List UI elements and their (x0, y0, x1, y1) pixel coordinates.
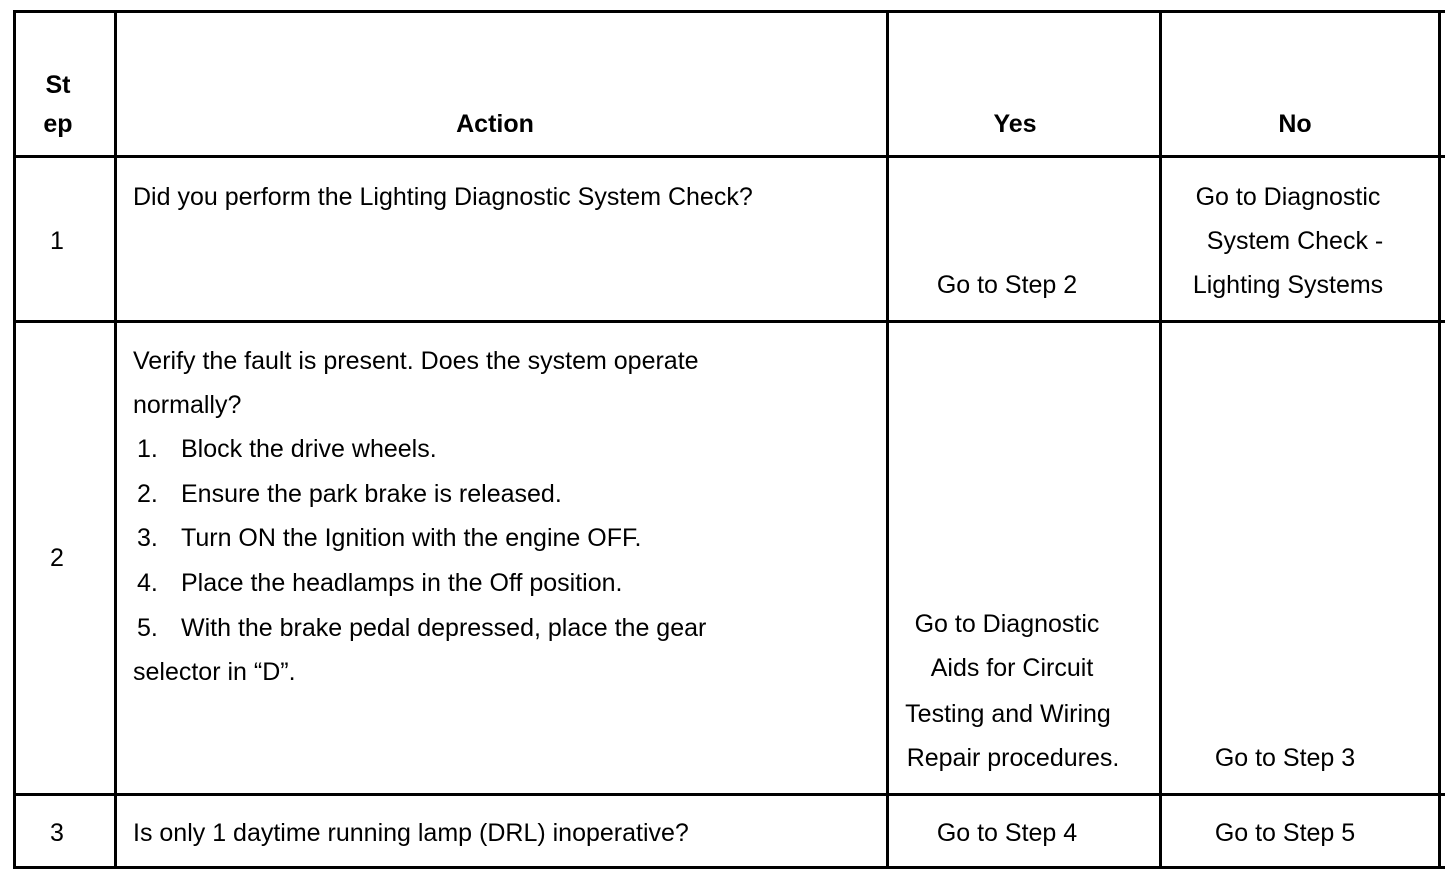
row-divider-1 (13, 320, 1445, 323)
action-text-line2: normally? (133, 391, 242, 419)
table-border-top (13, 10, 1445, 13)
row-divider-2 (13, 793, 1445, 796)
action-text-line1: Verify the fault is present. Does the system operate (133, 347, 699, 375)
step-number: 2 (50, 544, 64, 572)
yes-result-line4: Repair procedures. (906, 744, 1120, 772)
header-yes: Yes (993, 110, 1037, 138)
substep-number: 5. (137, 614, 158, 642)
substep-number: 3. (137, 524, 158, 552)
no-result-line3: Lighting Systems (1192, 271, 1384, 299)
no-result: Go to Step 5 (1214, 819, 1356, 847)
header-no: No (1278, 110, 1312, 138)
substep-number: 1. (137, 435, 158, 463)
substep-number: 4. (137, 569, 158, 597)
column-divider-action (886, 10, 889, 869)
yes-result-line1: Go to Diagnostic (914, 610, 1100, 638)
action-text-tail: selector in “D”. (133, 658, 296, 686)
no-result: Go to Step 3 (1214, 744, 1356, 772)
substep-text: Turn ON the Ignition with the engine OFF. (181, 524, 642, 552)
header-step-line1: St (45, 71, 71, 99)
substep-text: Block the drive wheels. (181, 435, 437, 463)
action-text: Is only 1 daytime running lamp (DRL) inoperative? (133, 819, 689, 847)
table-border-right (1438, 10, 1441, 869)
substep-number: 2. (137, 480, 158, 508)
yes-result: Go to Step 2 (936, 271, 1078, 299)
column-divider-yes (1159, 10, 1162, 869)
header-divider (13, 155, 1445, 158)
no-result-line2: System Check - (1206, 227, 1384, 255)
header-step-line2: ep (43, 110, 73, 138)
no-result-line1: Go to Diagnostic (1195, 183, 1381, 211)
header-action: Action (456, 110, 534, 138)
yes-result-line3: Testing and Wiring (905, 700, 1111, 728)
substep-text: Place the headlamps in the Off position. (181, 569, 623, 597)
substep-text: Ensure the park brake is released. (181, 480, 562, 508)
table-border-left (13, 10, 16, 869)
substep-text: With the brake pedal depressed, place the gear (181, 614, 707, 642)
action-text: Did you perform the Lighting Diagnostic System Check? (133, 183, 753, 211)
yes-result-line2: Aids for Circuit (930, 654, 1094, 682)
column-divider-step (114, 10, 117, 869)
yes-result: Go to Step 4 (936, 819, 1078, 847)
step-number: 1 (50, 227, 64, 255)
step-number: 3 (50, 819, 64, 847)
table-border-bottom (13, 866, 1445, 869)
